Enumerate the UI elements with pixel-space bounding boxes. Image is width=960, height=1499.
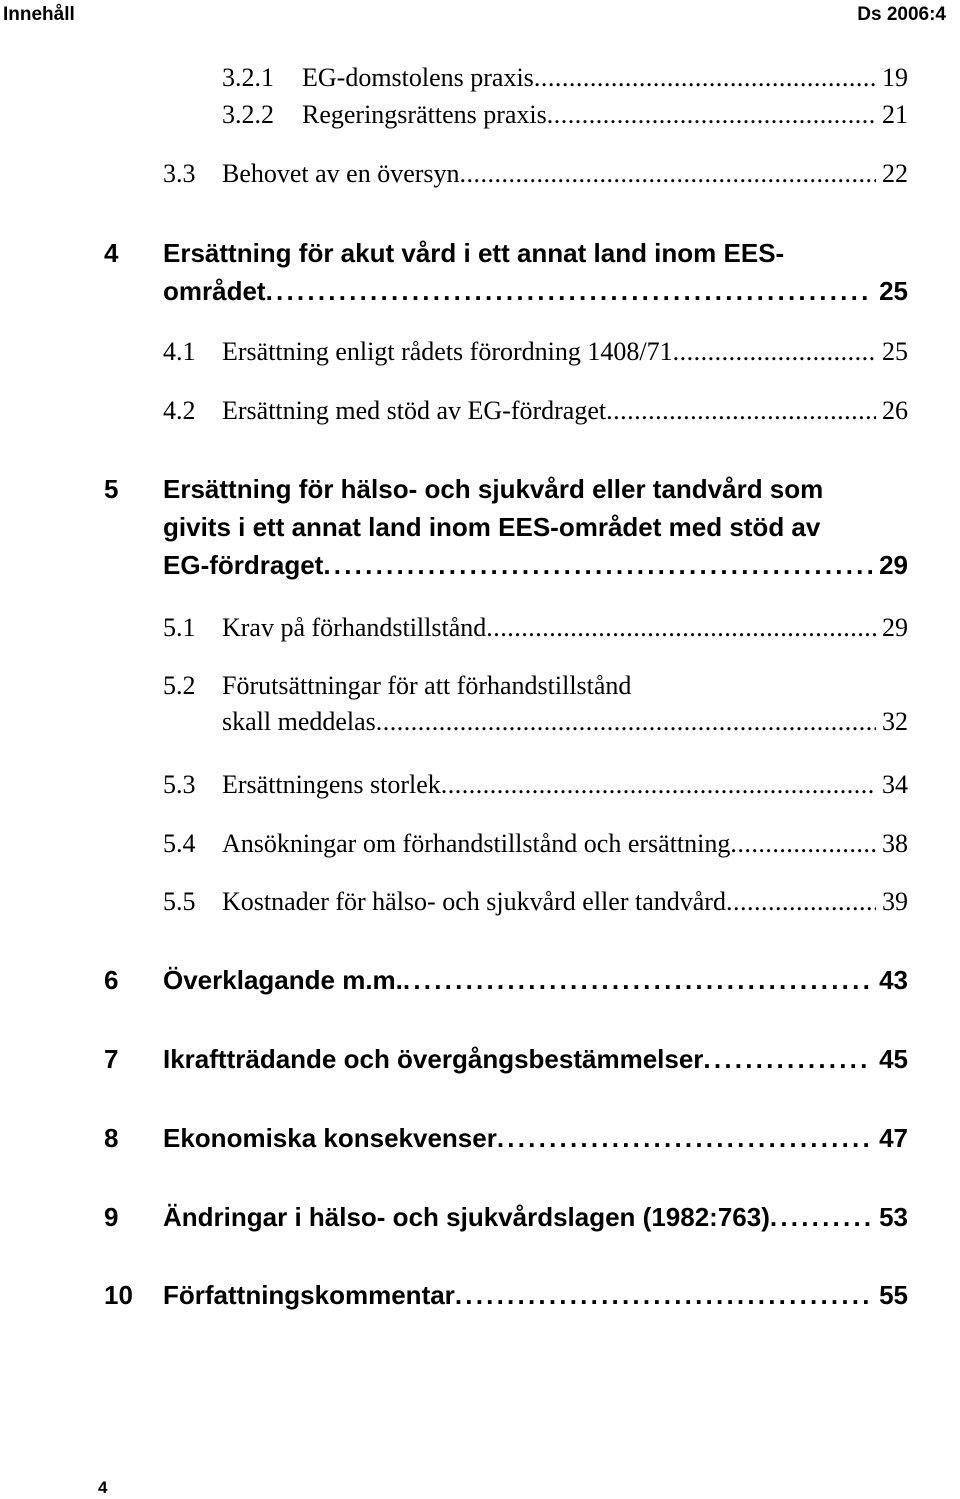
toc-entry-title-continued: givits i ett annat land inom EES-området med stöd av (163, 512, 821, 542)
toc-entry-number: 5.5 (163, 887, 196, 916)
dot-leader (534, 60, 876, 96)
dot-leader (606, 393, 876, 429)
toc-entry-page: 29 (879, 550, 908, 580)
dot-leader (730, 826, 876, 862)
toc-entry-page: 32 (882, 707, 908, 736)
toc-entry-title: Regeringsrättens praxis (302, 100, 547, 129)
dot-leader (497, 1119, 872, 1157)
toc-entry-page: 25 (879, 276, 908, 306)
toc-entry-number: 4 (104, 238, 119, 268)
toc-entry-page: 21 (882, 100, 908, 129)
dot-leader (726, 884, 876, 920)
dot-leader (403, 961, 872, 999)
dot-leader (547, 97, 876, 133)
toc-entry-title-continued: EG-fördraget (163, 550, 324, 580)
toc-entry-number: 5.2 (163, 671, 196, 700)
toc-entry-title: Ersättning enligt rådets förordning 1408/71 (222, 337, 673, 366)
toc-entry-title: Ersättning med stöd av EG-fördraget (222, 396, 607, 425)
toc-entry-page: 47 (879, 1123, 908, 1153)
toc-entry-number: 5.3 (163, 770, 196, 799)
toc-entry-page: 53 (879, 1202, 908, 1232)
toc-entry-page: 29 (882, 613, 908, 642)
toc-entry-page: 39 (882, 887, 908, 916)
toc-entry-number: 8 (104, 1123, 119, 1153)
toc-entry-page: 34 (882, 770, 908, 799)
running-header-section: Innehåll (3, 4, 75, 25)
toc-entry-title: Ersättning för hälso- och sjukvård eller tandvård som (163, 474, 824, 504)
running-header-document-id: Ds 2006:4 (857, 4, 946, 25)
toc-entry-page: 26 (882, 396, 908, 425)
toc-entry-title: Ikraftträdande och övergångsbestämmelser (163, 1044, 704, 1074)
toc-entry-title: Ersättningens storlek (222, 770, 441, 799)
toc-entry-title: Ändringar i hälso- och sjukvårdslagen (1982:763) (163, 1202, 770, 1232)
toc-entry-page: 25 (882, 337, 908, 366)
toc-entry-number: 7 (104, 1044, 119, 1074)
toc-entry-number: 3.2.2 (222, 100, 274, 129)
toc-entry-title-continued: skall meddelas (222, 707, 376, 736)
dot-leader (673, 334, 876, 370)
toc-entry-page: 19 (882, 63, 908, 92)
toc-entry-page: 43 (879, 965, 908, 995)
toc-entry-number: 4.1 (163, 337, 196, 366)
toc-entry-page: 55 (879, 1280, 908, 1310)
toc-entry-number: 5.4 (163, 829, 196, 858)
toc-entry-title: Förutsättningar för att förhandstillstånd (222, 671, 632, 700)
toc-entry-number: 9 (104, 1202, 119, 1232)
toc-entry-number: 4.2 (163, 396, 196, 425)
dot-leader (486, 610, 876, 646)
dot-leader (441, 767, 876, 803)
dot-leader (323, 546, 872, 584)
toc-entry-page: 38 (882, 829, 908, 858)
toc-entry-number: 10 (104, 1280, 133, 1310)
dot-leader (376, 704, 876, 740)
toc-entry-number: 6 (104, 965, 119, 995)
toc-entry-title: EG-domstolens praxis (302, 63, 534, 92)
dot-leader (455, 1276, 872, 1314)
dot-leader (770, 1198, 872, 1236)
toc-entry-title: Ekonomiska konsekvenser (163, 1123, 497, 1153)
toc-entry-title: Ersättning för akut vård i ett annat land inom EES- (163, 238, 785, 268)
toc-entry-number: 3.3 (163, 159, 196, 188)
dot-leader (460, 156, 876, 192)
page-number: 4 (98, 1478, 108, 1497)
toc-entry-title: Överklagande m.m. (163, 965, 403, 995)
toc-entry-title: Krav på förhandstillstånd (222, 613, 487, 642)
toc-entry-number: 5.1 (163, 613, 196, 642)
toc-entry-title-continued: området (163, 276, 266, 306)
toc-entry-title: Kostnader för hälso- och sjukvård eller tandvård (222, 887, 726, 916)
toc-entry-number: 3.2.1 (222, 63, 274, 92)
dot-leader (266, 272, 872, 310)
toc-entry-title: Författningskommentar (163, 1280, 455, 1310)
toc-entry-page: 22 (882, 159, 908, 188)
toc-entry-page: 45 (879, 1044, 908, 1074)
toc-entry-title: Behovet av en översyn (222, 159, 460, 188)
toc-entry-title: Ansökningar om förhandstillstånd och ersättning (222, 829, 731, 858)
dot-leader (703, 1040, 872, 1078)
toc-entry-number: 5 (104, 474, 119, 504)
